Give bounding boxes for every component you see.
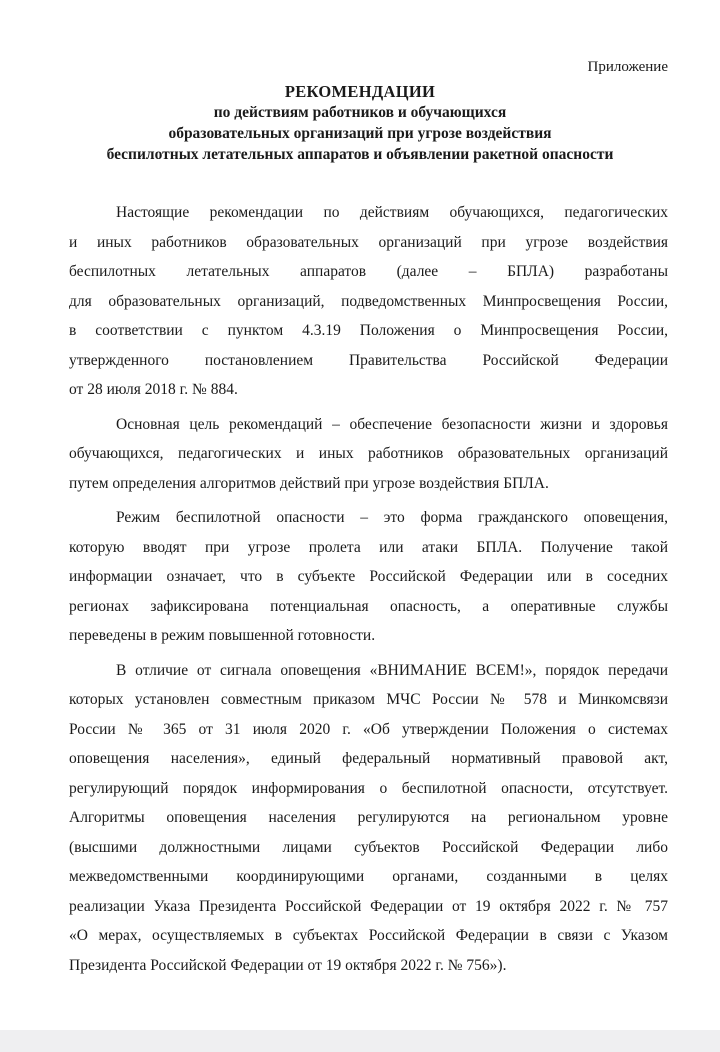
text-line: Режим беспилотной опасности – это форма гражданского оповещения, xyxy=(116,509,668,526)
text-line: Алгоритмы оповещения населения регулируются на региональном уровне xyxy=(69,809,668,826)
text-line: В отличие от сигнала оповещения «ВНИМАНИЕ ВСЕМ!», порядок передачи xyxy=(116,661,668,679)
appendix-label: Приложение xyxy=(587,59,668,75)
text-line: в соответствии с пунктом 4.3.19 Положения о Минпросвещения России, xyxy=(69,322,668,339)
document-title xyxy=(52,81,668,165)
title-line: образовательных организаций при угрозе воздействия xyxy=(168,125,552,142)
text-line: Основная цель рекомендаций – обеспечение безопасности жизни и здоровья xyxy=(116,415,668,433)
text-line: реализации Указа Президента Российской Федерации от 19 октября 2022 г. № 757 xyxy=(69,897,668,915)
paragraph-1 xyxy=(69,198,668,405)
text-line: обучающихся, педагогических и иных работников образовательных организаций xyxy=(69,445,668,462)
text-line: Настоящие рекомендации по действиям обучающихся, педагогических xyxy=(116,204,668,221)
text-line: Президента Российской Федерации от 19 октября 2022 г. № 756»). xyxy=(69,956,507,974)
text-line: регионах зафиксирована потенциальная опасность, а оперативные службы xyxy=(69,597,668,615)
text-line: регулирующий порядок информирования о беспилотной опасности, отсутствует. xyxy=(69,779,668,797)
text-line: России № 365 от 31 июля 2020 г. «Об утверждении Положения о системах xyxy=(69,720,668,738)
text-line: информации означает, что в субъекте Российской Федерации или в соседних xyxy=(69,568,668,585)
text-line: для образовательных организаций, подведомственных Минпросвещения России, xyxy=(69,292,668,310)
text-line: которую вводят при угрозе пролета или атаки БПЛА. Получение такой xyxy=(69,538,668,556)
document-body xyxy=(69,198,668,985)
text-line: беспилотных летательных аппаратов (далее – БПЛА) разработаны xyxy=(69,263,668,280)
text-line: «О мерах, осуществляемых в субъектах Российской Федерации в связи с Указом xyxy=(69,927,668,944)
text-line: и иных работников образовательных организаций при угрозе воздействия xyxy=(69,233,668,251)
title-main: РЕКОМЕНДАЦИИ xyxy=(284,82,436,101)
text-line: межведомственными координирующими органами, созданными в целях xyxy=(69,868,668,885)
title-line: беспилотных летательных аппаратов и объявлении ракетной опасности xyxy=(106,146,614,163)
paragraph-3 xyxy=(69,503,668,651)
text-line: переведены в режим повышенной готовности. xyxy=(69,627,376,644)
title-line: по действиям работников и обучающихся xyxy=(213,104,507,121)
text-line: (высшими должностными лицами субъектов Российской Федерации либо xyxy=(69,838,668,856)
text-line: утвержденного постановлением Правительства Российской Федерации xyxy=(69,351,668,369)
paragraph-2 xyxy=(69,410,668,499)
viewer-bottom-strip xyxy=(0,1030,720,1052)
text-line: путем определения алгоритмов действий при угрозе воздействия БПЛА. xyxy=(69,474,549,492)
text-line: которых установлен совместным приказом МЧС России № 578 и Минкомсвязи xyxy=(69,691,668,708)
text-line: оповещения населения», единый федеральный нормативный правовой акт, xyxy=(69,750,668,767)
paragraph-4 xyxy=(69,656,668,981)
text-line: от 28 июля 2018 г. № 884. xyxy=(69,381,238,398)
